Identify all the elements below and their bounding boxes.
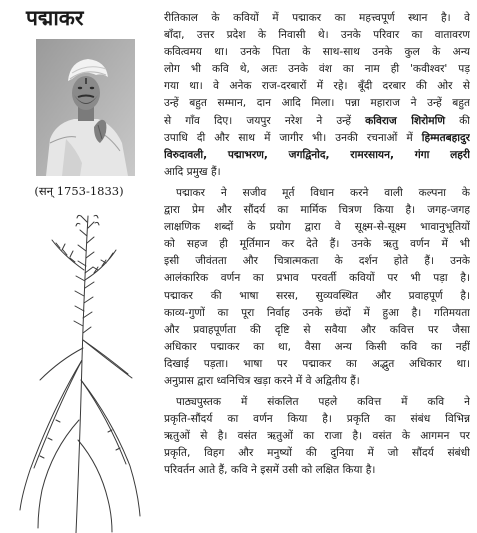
text-line (164, 130, 470, 147)
text-line (164, 185, 470, 202)
text-line (164, 78, 470, 95)
poet-name-heading: पद्माकर (26, 6, 84, 30)
paragraph-textbook (164, 394, 470, 479)
paragraph-style (164, 185, 470, 390)
text-line (164, 164, 470, 181)
text-line (164, 445, 470, 462)
text-line (164, 462, 470, 479)
paragraph-biography (164, 10, 470, 181)
line-text: पाठ्यपुस्तक में संकलित पहले कवित्त में कवि ने (176, 396, 470, 409)
line-text: ऋतुओं से है। वसंत ऋतुओं का राजा है। वसंत के आगमन पर (164, 430, 470, 443)
line-text: आदि प्रमुख हैं। (164, 165, 221, 178)
line-text: गया था। वे अनेक राज-दरबारों में रहे। बूँदी दरबार की ओर से (164, 80, 470, 93)
line-text: इसी जीवंतता और चित्रात्मकता के दर्शन होते हैं। उनके (164, 255, 470, 268)
text-line (164, 95, 470, 112)
line-text: अनुप्रास द्वारा ध्वनिचित्र खड़ा करने में वे अद्वितीय हैं। (164, 374, 360, 387)
line-text: को सहज ही मूर्तिमान कर देते हैं। उनके ऋतु वर्णन में भी (164, 238, 470, 251)
article-text (164, 10, 470, 480)
text-line (164, 253, 470, 270)
line-text: उन्हें बहुत सम्मान, दान आदि मिला। पन्ना महाराज ने उन्हें बहुत (164, 97, 470, 110)
line-text: प्रकृति, विहग और मनुष्यों की दुनिया में जो सौंदर्य संबंधी (164, 447, 470, 460)
line-text: पद्माकर ने सजीव मूर्त विधान करने वाली कल्पना के (176, 186, 470, 199)
line-text: द्वारा प्रेम और सौंदर्य का मार्मिक चित्रण किया है। जगह-जगह (164, 204, 470, 217)
text-line (164, 322, 470, 339)
poet-dates: (सन् 1753-1833) (34, 184, 124, 198)
text-line (164, 44, 470, 61)
left-column (0, 0, 160, 533)
bold-title-text: हिम्मतबहादुर (421, 131, 470, 144)
text-line (164, 61, 470, 78)
text-line (164, 356, 470, 373)
text-line (164, 219, 470, 236)
text-line (164, 113, 470, 130)
line-text: लोग भी कवि थे, अतः उनके वंश का नाम ही 'कवीश्वर' पड़ (164, 63, 470, 76)
line-text: प्रकृति-सौंदर्य का वर्णन किया है। प्रकृति का संबंध विभिन्न (164, 413, 470, 426)
text-line (164, 288, 470, 305)
text-line (164, 147, 470, 164)
text-line (164, 373, 470, 390)
text-line (164, 305, 470, 322)
line-text: काव्य-गुणों का पूरा निर्वाह उनके छंदों में हुआ है। गतिमयता (164, 306, 470, 319)
line-text: परिवर्तन आते हैं, कवि ने इसमें उसी को लक्षित किया है। (164, 464, 376, 477)
text-line (164, 27, 470, 44)
line-text: दिखाई पड़ता। भाषा पर पद्माकर का अद्भुत अधिकार था। (164, 357, 470, 370)
line-text: अधिकार पद्माकर का था, वैसा अन्य किसी कवि का नहीं (164, 340, 470, 353)
line-text: और प्रवाहपूर्णता की दृष्टि से सवैया और कवित्त पर जैसा (164, 323, 470, 336)
line-text: बाँदा, उत्तर प्रदेश के निवासी थे। उनके परिवार का वातावरण (164, 29, 470, 42)
line-text: रीतिकाल के कवियों में पद्माकर का महत्त्वपूर्ण स्थान है। वे (164, 12, 470, 24)
line-text: की (445, 114, 470, 127)
text-line (164, 411, 470, 428)
grass-illustration (12, 210, 160, 533)
line-text: कवित्वमय था। उनके पिता के साथ-साथ उनके कुल के अन्य (164, 46, 470, 59)
bold-title-text: विरुदावली, पद्माभरण, जगद्विनोद, रामरसायन, गंगा लहरी (164, 148, 470, 161)
poet-portrait-image (36, 39, 135, 176)
text-line (164, 339, 470, 356)
line-text: आलंकारिक वर्णन का प्रभाव परवर्ती कवियों पर भी पड़ा है। (164, 272, 470, 285)
text-line (164, 394, 470, 411)
text-line (164, 236, 470, 253)
text-line (164, 202, 470, 219)
text-line (164, 428, 470, 445)
line-text: पद्माकर की भाषा सरस, सुव्यवस्थित और प्रवाहपूर्ण है। (164, 289, 470, 302)
bold-title-text: कविराज शिरोमणि (365, 114, 445, 127)
line-text: लाक्षणिक शब्दों के प्रयोग द्वारा वे सूक्ष्म-से-सूक्ष्म भावानुभूतियों (164, 221, 470, 234)
text-line (164, 10, 470, 27)
line-text: उपाधि दी और साथ में जागीर भी। उनकी रचनाओं में (164, 131, 422, 144)
text-line (164, 270, 470, 287)
line-text: से गाँव दिए। जयपुर नरेश ने उन्हें (164, 114, 366, 127)
